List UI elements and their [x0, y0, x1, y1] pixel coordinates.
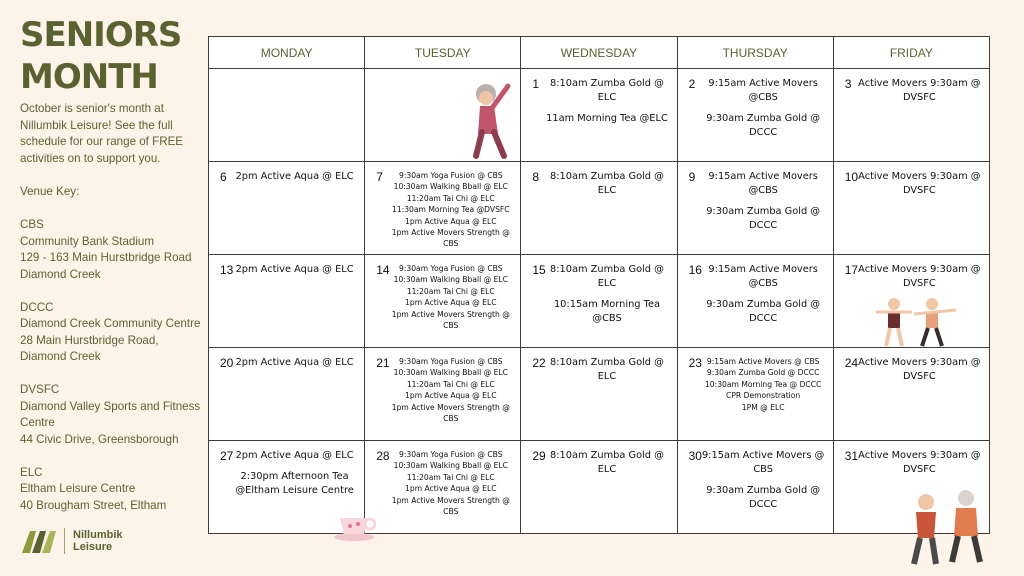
event-item: 2pm Active Aqua @ ELC	[235, 357, 354, 368]
event-item: 1pm Active Aqua @ ELC	[405, 298, 497, 308]
page-title	[20, 14, 181, 98]
day-header-monday: MONDAY	[209, 37, 365, 69]
day-number: 22	[532, 356, 546, 370]
event-list	[385, 449, 516, 517]
event-list	[854, 170, 985, 198]
event-list	[229, 263, 360, 277]
day-cell	[365, 255, 521, 348]
event-item: 10:30am Walking Bball @ ELC	[393, 368, 508, 378]
venue-key	[20, 184, 202, 531]
teacup-illustration	[332, 508, 376, 542]
day-header-row	[209, 37, 990, 69]
week-row	[209, 69, 990, 162]
event-item: 2pm Active Aqua @ ELC	[235, 450, 354, 461]
day-number: 10	[844, 170, 859, 184]
event-item: 10:30am Walking Bball @ ELC	[393, 182, 508, 192]
venue-address: 44 Civic Drive, Greensborough	[20, 432, 179, 446]
day-cell	[521, 348, 677, 441]
exercising-seniors-illustration	[872, 296, 958, 350]
event-item: 8:10am Zumba Gold @ ELC	[550, 171, 664, 196]
nillumbik-logo-icon	[20, 525, 58, 557]
day-cell	[365, 162, 521, 255]
day-number: 21	[376, 356, 390, 370]
venue-code: DVSFC	[20, 383, 60, 396]
venue-address: 28 Main Hurstbridge Road, Diamond Creek	[20, 333, 159, 363]
event-item: 11am Morning Tea @ELC	[546, 113, 668, 124]
event-list	[698, 77, 829, 140]
day-cell	[833, 162, 989, 255]
event-item: 1pm Active Movers Strength @ CBS	[391, 495, 510, 517]
venue-address: 40 Brougham Street, Eltham	[20, 498, 167, 512]
stretching-grandma-illustration	[464, 76, 524, 160]
event-item: 1pm Active Movers Strength @ CBS	[391, 402, 510, 424]
day-cell	[209, 162, 365, 255]
event-item: 11:20am Tai Chi @ ELC	[406, 286, 495, 296]
day-cell	[365, 441, 521, 534]
event-item: Active Movers 9:30am @ DVSFC	[858, 264, 981, 289]
day-header-tuesday: TUESDAY	[365, 37, 521, 69]
day-cell	[521, 255, 677, 348]
week-row	[209, 348, 990, 441]
day-number: 14	[376, 263, 390, 277]
day-number: 8	[532, 170, 540, 184]
event-list	[698, 449, 829, 512]
event-item: 9:15am Active Movers @ CBS	[701, 450, 825, 475]
venue-name: Community Bank Stadium	[20, 234, 155, 248]
event-list	[854, 77, 985, 105]
day-number: 29	[532, 449, 546, 463]
day-cell	[677, 255, 833, 348]
event-list	[541, 449, 672, 477]
event-item: 9:30am Zumba Gold @ DCCC	[706, 485, 821, 510]
event-item: 1pm Active Movers Strength @ CBS	[391, 309, 510, 331]
week-row	[209, 162, 990, 255]
venue-name: Diamond Creek Community Centre	[20, 317, 201, 330]
nillumbik-logo	[20, 525, 123, 557]
event-item: Active Movers 9:30am @ DVSFC	[858, 78, 981, 103]
day-cell	[209, 69, 365, 162]
day-header-wednesday: WEDNESDAY	[521, 37, 677, 69]
event-item: 11:20am Tai Chi @ ELC	[406, 379, 495, 389]
event-item: 1PM @ ELC	[741, 402, 785, 412]
event-item: 1pm Active Aqua @ ELC	[405, 216, 497, 226]
event-item: 1pm Active Aqua @ ELC	[405, 484, 497, 494]
event-item: 9:15am Active Movers @CBS	[708, 78, 818, 103]
event-list	[541, 356, 672, 384]
event-item: 9:30am Zumba Gold @ DCCC	[706, 206, 821, 231]
day-cell	[209, 255, 365, 348]
venue-key-heading: Venue Key:	[20, 185, 80, 198]
event-list	[385, 170, 516, 250]
event-item: 10:15am Morning Tea @CBS	[553, 299, 660, 324]
week-row	[209, 441, 990, 534]
logo-line-2: Leisure	[73, 541, 113, 553]
event-item: 10:30am Walking Bball @ ELC	[393, 461, 508, 471]
title-line-2: MONTH	[20, 57, 158, 97]
logo-line-1: Nillumbik	[73, 529, 123, 541]
event-item: 9:15am Active Movers @CBS	[708, 264, 818, 289]
event-item: Active Movers 9:30am @ DVSFC	[858, 450, 981, 475]
venue-code: ELC	[20, 465, 43, 479]
event-list	[854, 263, 985, 291]
event-item: 9:30am Zumba Gold @ DCCC	[706, 368, 820, 378]
event-item: 11:20am Tai Chi @ ELC	[406, 193, 495, 203]
event-item: Active Movers 9:30am @ DVSFC	[858, 171, 981, 196]
event-item: 2pm Active Aqua @ ELC	[235, 264, 354, 275]
day-cell	[677, 162, 833, 255]
event-list	[229, 356, 360, 370]
day-number: 28	[376, 449, 390, 463]
day-cell	[209, 348, 365, 441]
event-item: 2pm Active Aqua @ ELC	[235, 171, 354, 182]
event-item: 9:30am Yoga Fusion @ CBS	[398, 450, 503, 459]
venue-code: DCCC	[20, 300, 54, 314]
event-item: 8:10am Zumba Gold @ ELC	[550, 264, 664, 289]
day-cell	[677, 348, 833, 441]
day-number: 9	[688, 170, 696, 184]
event-list	[385, 263, 516, 331]
calendar-table	[208, 36, 990, 534]
event-list	[541, 77, 672, 126]
day-number: 3	[844, 77, 852, 91]
day-number: 16	[688, 263, 702, 277]
event-list	[541, 263, 672, 326]
day-cell	[521, 441, 677, 534]
event-item: 9:15am Active Movers @ CBS	[706, 357, 820, 366]
event-list	[698, 170, 829, 233]
day-cell	[677, 69, 833, 162]
day-cell	[833, 348, 989, 441]
day-number: 17	[844, 263, 859, 277]
event-item: 9:30am Yoga Fusion @ CBS	[398, 171, 503, 180]
day-number: 23	[688, 356, 702, 370]
venue-cbs	[20, 217, 202, 283]
event-item: 9:30am Yoga Fusion @ CBS	[398, 357, 503, 366]
day-header-thursday: THURSDAY	[677, 37, 833, 69]
event-item: 1pm Active Movers Strength @ CBS	[391, 228, 510, 249]
day-number: 30	[688, 449, 702, 463]
day-number: 13	[220, 263, 234, 277]
event-item: 2:30pm Afternoon Tea @Eltham Leisure Centre	[235, 471, 354, 496]
stretching-couple-illustration	[896, 488, 992, 568]
event-list	[229, 170, 360, 184]
day-number: 27	[220, 449, 234, 463]
day-number: 1	[532, 77, 540, 91]
event-list	[385, 356, 516, 424]
event-item: 11:30am Morning Tea @DVSFC	[391, 205, 510, 215]
venue-name: Diamond Valley Sports and Fitness Centre	[20, 399, 201, 429]
day-number: 7	[376, 170, 383, 184]
day-cell	[521, 69, 677, 162]
day-number: 24	[844, 356, 859, 370]
venue-address: 129 - 163 Main Hurstbridge Road	[20, 251, 192, 264]
day-cell	[833, 69, 989, 162]
venue-name: Eltham Leisure Centre	[20, 482, 136, 495]
venue-dvsfc	[20, 382, 202, 448]
event-item: CPR Demonstration	[726, 391, 801, 401]
event-item: Active Movers 9:30am @ DVSFC	[858, 357, 981, 382]
event-item: 8:10am Zumba Gold @ ELC	[550, 357, 664, 382]
event-item: 1pm Active Aqua @ ELC	[405, 391, 497, 401]
event-item: 9:15am Active Movers @CBS	[708, 171, 818, 196]
event-item: 10:30am Walking Bball @ ELC	[393, 275, 508, 285]
event-list	[854, 356, 985, 384]
event-list	[698, 356, 829, 413]
event-item: 9:30am Zumba Gold @ DCCC	[706, 299, 821, 324]
day-number: 15	[532, 263, 546, 277]
event-item: 8:10am Zumba Gold @ ELC	[550, 78, 664, 103]
event-list	[698, 263, 829, 326]
title-line-1: SENIORS	[20, 15, 182, 55]
day-cell	[677, 441, 833, 534]
event-item: 11:20am Tai Chi @ ELC	[406, 472, 495, 482]
day-cell	[521, 162, 677, 255]
venue-dccc	[20, 300, 202, 366]
venue-elc	[20, 465, 202, 515]
day-header-friday: FRIDAY	[833, 37, 989, 69]
day-number: 20	[220, 356, 234, 370]
day-number: 2	[688, 77, 696, 91]
event-list	[854, 449, 985, 477]
day-number: 6	[220, 170, 227, 184]
venue-suburb: Diamond Creek	[20, 267, 101, 281]
venue-code: CBS	[20, 218, 44, 231]
event-list	[229, 449, 360, 498]
event-item: 9:30am Zumba Gold @ DCCC	[706, 113, 821, 138]
event-item: 10:30am Morning Tea @ DCCC	[704, 379, 822, 389]
day-cell	[365, 348, 521, 441]
event-list	[541, 170, 672, 198]
event-item: 9:30am Yoga Fusion @ CBS	[398, 264, 503, 273]
event-item: 8:10am Zumba Gold @ ELC	[550, 450, 664, 475]
intro-text: October is senior's month at Nillumbik Leisure! See the full schedule for our range of FREE activities on to support you.	[20, 102, 184, 165]
day-number: 31	[844, 449, 859, 463]
